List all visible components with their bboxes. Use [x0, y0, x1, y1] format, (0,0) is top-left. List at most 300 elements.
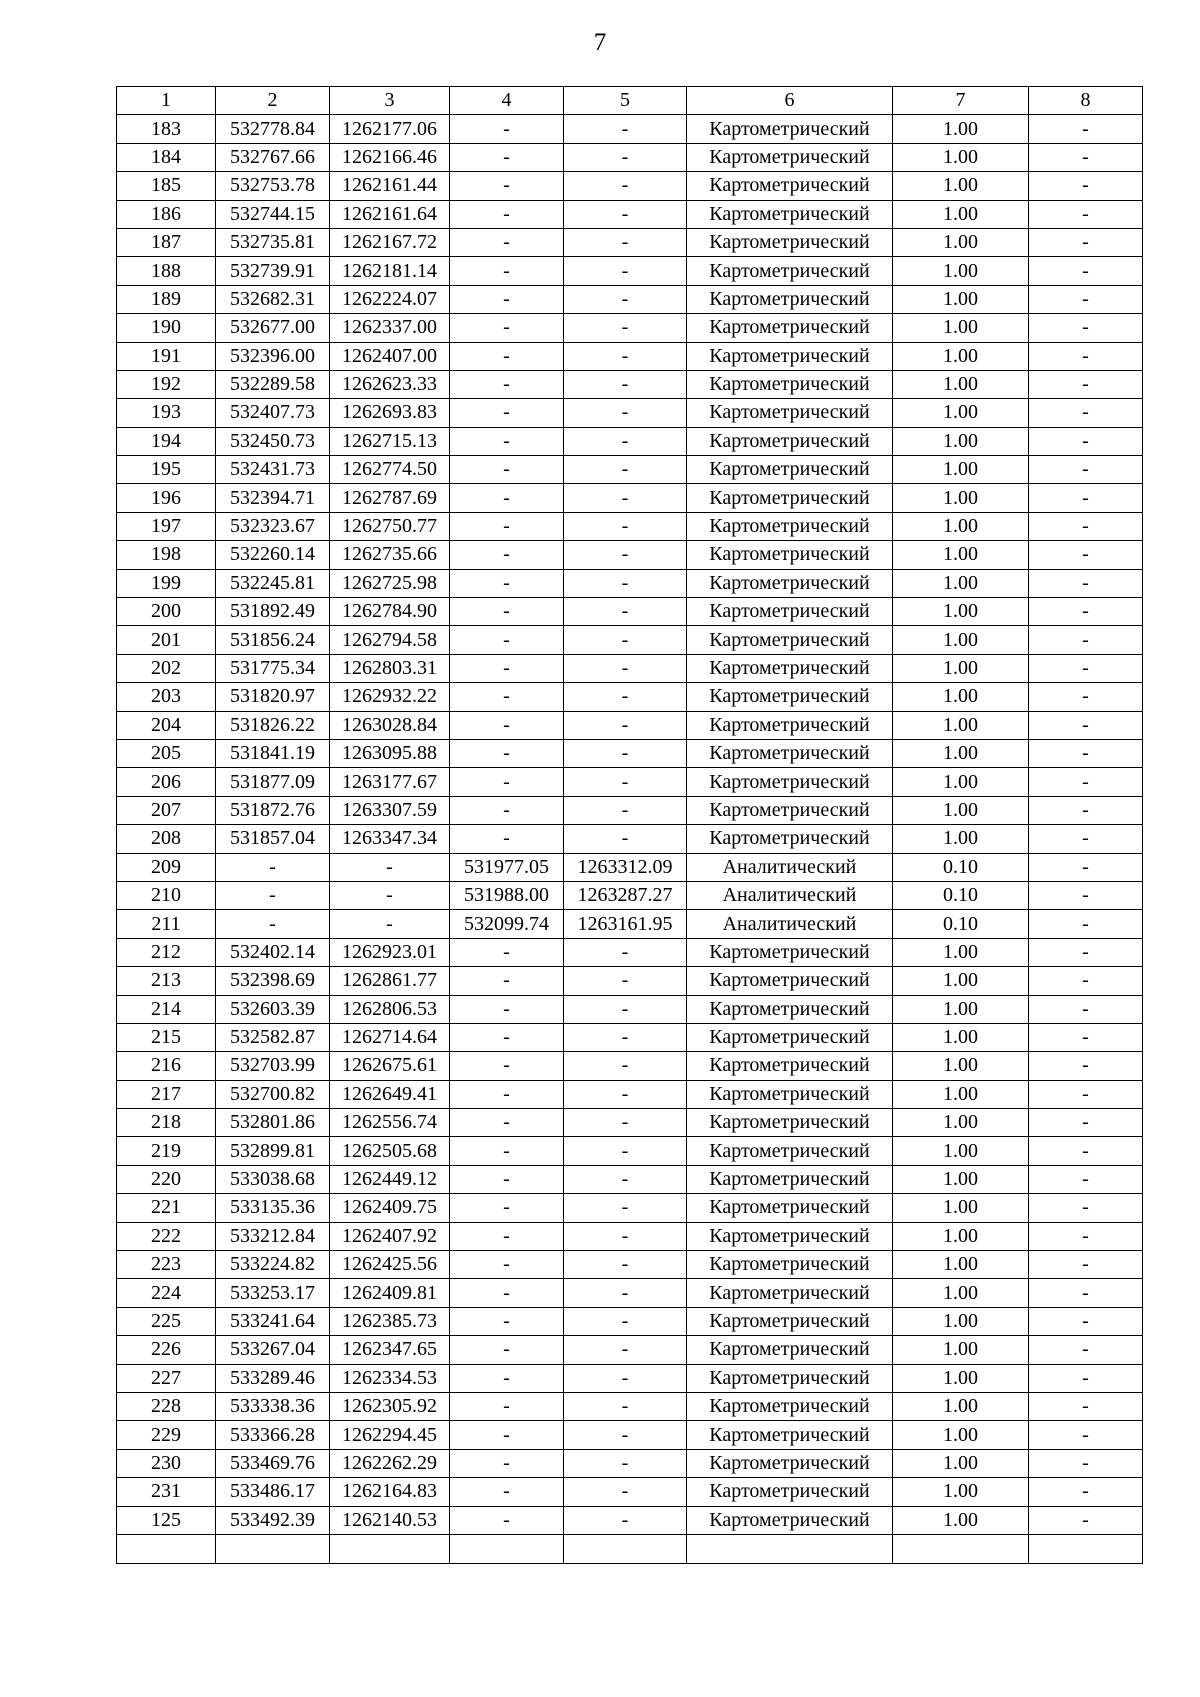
table-cell: 229: [117, 1421, 216, 1449]
table-cell: -: [1029, 825, 1143, 853]
table-cell: -: [1029, 598, 1143, 626]
table-cell: Картометрический: [687, 1052, 893, 1080]
table-row: [117, 995, 1143, 1023]
table-cell: -: [1029, 768, 1143, 796]
table-row: [117, 1023, 1143, 1051]
column-header: 2: [216, 87, 330, 115]
table-cell: 0.10: [893, 853, 1029, 881]
table-cell: -: [1029, 1251, 1143, 1279]
table-cell: 1.00: [893, 739, 1029, 767]
table-cell: 221: [117, 1194, 216, 1222]
table-cell: Картометрический: [687, 1137, 893, 1165]
table-cell: 532603.39: [216, 995, 330, 1023]
table-cell: 207: [117, 796, 216, 824]
table-cell: 1.00: [893, 1194, 1029, 1222]
table-row: [117, 1080, 1143, 1108]
table-cell: -: [564, 1194, 687, 1222]
table-cell: 533224.82: [216, 1251, 330, 1279]
table-cell: 1.00: [893, 626, 1029, 654]
table-cell: 184: [117, 143, 216, 171]
table-cell: 1262334.53: [330, 1364, 450, 1392]
table-cell: 1262407.92: [330, 1222, 450, 1250]
table-cell: 532735.81: [216, 228, 330, 256]
table-cell: 531775.34: [216, 654, 330, 682]
table-cell: -: [1029, 484, 1143, 512]
table-cell: -: [450, 1080, 564, 1108]
column-header: 3: [330, 87, 450, 115]
table-cell: 1.00: [893, 1279, 1029, 1307]
table-cell: 1262262.29: [330, 1449, 450, 1477]
page-number: 7: [593, 29, 607, 56]
table-row: [117, 1336, 1143, 1364]
table-cell: Картометрический: [687, 796, 893, 824]
table-row: [117, 484, 1143, 512]
table-cell: 1263095.88: [330, 739, 450, 767]
table-cell: -: [450, 1364, 564, 1392]
table-cell: 1262649.41: [330, 1080, 450, 1108]
table-cell: 532402.14: [216, 938, 330, 966]
table-cell: 1262409.81: [330, 1279, 450, 1307]
table-cell: -: [1029, 427, 1143, 455]
table-cell: -: [1029, 1222, 1143, 1250]
table-cell: 532744.15: [216, 200, 330, 228]
table-cell: -: [564, 1137, 687, 1165]
table-cell: -: [1029, 1421, 1143, 1449]
table-cell: 532260.14: [216, 541, 330, 569]
table-cell: 1262715.13: [330, 427, 450, 455]
table-cell: 197: [117, 512, 216, 540]
table-cell: 203: [117, 683, 216, 711]
table-cell: -: [450, 967, 564, 995]
table-cell: Картометрический: [687, 1251, 893, 1279]
table-cell: 531872.76: [216, 796, 330, 824]
table-cell: Картометрический: [687, 1421, 893, 1449]
table-cell: 125: [117, 1506, 216, 1534]
table-cell: -: [1029, 938, 1143, 966]
table-cell: 1262164.83: [330, 1478, 450, 1506]
table-cell: 0.10: [893, 910, 1029, 938]
table-cell: 1262623.33: [330, 370, 450, 398]
table-cell: -: [1029, 1279, 1143, 1307]
empty-table-row: [117, 1534, 1143, 1563]
table-cell: 1262932.22: [330, 683, 450, 711]
table-cell: -: [450, 739, 564, 767]
table-row: [117, 853, 1143, 881]
table-cell: -: [450, 768, 564, 796]
table-row: [117, 825, 1143, 853]
table-cell: Картометрический: [687, 314, 893, 342]
table-cell: -: [1029, 314, 1143, 342]
table-cell: -: [330, 853, 450, 881]
table-row: [117, 1052, 1143, 1080]
table-cell: 212: [117, 938, 216, 966]
table-cell: 1.00: [893, 768, 1029, 796]
table-cell: -: [564, 115, 687, 143]
table-cell: 227: [117, 1364, 216, 1392]
table-cell: 185: [117, 172, 216, 200]
table-cell: 1262167.72: [330, 228, 450, 256]
table-cell: -: [450, 1336, 564, 1364]
table-cell: 533241.64: [216, 1307, 330, 1335]
table-row: [117, 569, 1143, 597]
table-cell: 1262177.06: [330, 115, 450, 143]
table-cell: -: [450, 1222, 564, 1250]
table-cell: -: [564, 569, 687, 597]
table-cell: 1262803.31: [330, 654, 450, 682]
table-cell: -: [450, 796, 564, 824]
table-cell: -: [450, 569, 564, 597]
table-cell: -: [1029, 796, 1143, 824]
table-cell: 531877.09: [216, 768, 330, 796]
table-cell: 1262750.77: [330, 512, 450, 540]
table-cell: Картометрический: [687, 342, 893, 370]
column-header: 4: [450, 87, 564, 115]
table-cell: 208: [117, 825, 216, 853]
table-cell: -: [564, 1222, 687, 1250]
empty-cell: [1029, 1534, 1143, 1563]
table-cell: 1262224.07: [330, 285, 450, 313]
table-cell: -: [564, 995, 687, 1023]
table-cell: Картометрический: [687, 1165, 893, 1193]
table-row: [117, 1279, 1143, 1307]
table-row: [117, 1222, 1143, 1250]
table-cell: 532396.00: [216, 342, 330, 370]
table-cell: -: [450, 1478, 564, 1506]
table-cell: -: [564, 1506, 687, 1534]
table-row: [117, 512, 1143, 540]
table-row: [117, 172, 1143, 200]
table-cell: -: [1029, 370, 1143, 398]
table-cell: -: [564, 967, 687, 995]
table-cell: -: [1029, 115, 1143, 143]
table-cell: 1.00: [893, 427, 1029, 455]
table-cell: -: [450, 1279, 564, 1307]
table-cell: 199: [117, 569, 216, 597]
table-cell: -: [564, 1023, 687, 1051]
table-cell: 1.00: [893, 1137, 1029, 1165]
table-cell: 532700.82: [216, 1080, 330, 1108]
table-cell: 1262140.53: [330, 1506, 450, 1534]
table-cell: 1.00: [893, 143, 1029, 171]
table-cell: Картометрический: [687, 1336, 893, 1364]
table-cell: -: [564, 1364, 687, 1392]
table-cell: 1.00: [893, 1165, 1029, 1193]
table-cell: 531977.05: [450, 853, 564, 881]
table-cell: -: [1029, 967, 1143, 995]
table-row: [117, 541, 1143, 569]
table-cell: 1262556.74: [330, 1109, 450, 1137]
table-row: [117, 1506, 1143, 1534]
table-cell: 1.00: [893, 228, 1029, 256]
table-cell: 1.00: [893, 1364, 1029, 1392]
table-cell: -: [450, 683, 564, 711]
table-cell: 533486.17: [216, 1478, 330, 1506]
table-row: [117, 967, 1143, 995]
table-cell: 193: [117, 399, 216, 427]
table-cell: Картометрический: [687, 484, 893, 512]
table-cell: 1262407.00: [330, 342, 450, 370]
table-cell: -: [1029, 1307, 1143, 1335]
table-cell: 532099.74: [450, 910, 564, 938]
table-cell: 531841.19: [216, 739, 330, 767]
table-cell: Картометрический: [687, 285, 893, 313]
coordinates-table: [116, 86, 1143, 1564]
table-row: [117, 228, 1143, 256]
table-cell: 1262735.66: [330, 541, 450, 569]
table-cell: -: [1029, 1165, 1143, 1193]
table-cell: 1263177.67: [330, 768, 450, 796]
table-row: [117, 143, 1143, 171]
table-cell: 214: [117, 995, 216, 1023]
table-cell: 1262725.98: [330, 569, 450, 597]
table-cell: -: [1029, 1080, 1143, 1108]
table-cell: 1.00: [893, 342, 1029, 370]
table-cell: -: [564, 739, 687, 767]
table-cell: 198: [117, 541, 216, 569]
table-cell: 1262787.69: [330, 484, 450, 512]
table-cell: -: [564, 768, 687, 796]
table-cell: -: [564, 1109, 687, 1137]
table-cell: -: [1029, 456, 1143, 484]
table-body: [117, 115, 1143, 1564]
table-cell: -: [450, 1449, 564, 1477]
table-cell: -: [564, 143, 687, 171]
table-cell: 1.00: [893, 1251, 1029, 1279]
table-cell: -: [1029, 257, 1143, 285]
table-cell: -: [450, 626, 564, 654]
table-cell: -: [1029, 1137, 1143, 1165]
table-row: [117, 881, 1143, 909]
table-cell: 1.00: [893, 399, 1029, 427]
table-cell: Картометрический: [687, 654, 893, 682]
table-cell: 532739.91: [216, 257, 330, 285]
table-cell: -: [1029, 541, 1143, 569]
table-cell: 186: [117, 200, 216, 228]
table-cell: -: [564, 711, 687, 739]
table-cell: -: [450, 598, 564, 626]
table-cell: -: [216, 910, 330, 938]
table-cell: 532682.31: [216, 285, 330, 313]
empty-cell: [117, 1534, 216, 1563]
table-cell: 204: [117, 711, 216, 739]
table-cell: 223: [117, 1251, 216, 1279]
table-cell: 532753.78: [216, 172, 330, 200]
table-cell: 187: [117, 228, 216, 256]
table-cell: 210: [117, 881, 216, 909]
table-cell: 1.00: [893, 172, 1029, 200]
table-row: [117, 654, 1143, 682]
table-cell: 1.00: [893, 1023, 1029, 1051]
table-cell: 531892.49: [216, 598, 330, 626]
table-cell: -: [564, 228, 687, 256]
table-cell: 1.00: [893, 711, 1029, 739]
table-cell: -: [450, 342, 564, 370]
table-cell: Аналитический: [687, 853, 893, 881]
table-cell: 222: [117, 1222, 216, 1250]
table-cell: 1.00: [893, 257, 1029, 285]
table-row: [117, 910, 1143, 938]
table-row: [117, 1137, 1143, 1165]
table-cell: 231: [117, 1478, 216, 1506]
table-cell: -: [564, 626, 687, 654]
table-row: [117, 1421, 1143, 1449]
table-cell: Аналитический: [687, 910, 893, 938]
table-cell: Картометрический: [687, 938, 893, 966]
table-cell: -: [450, 399, 564, 427]
table-cell: -: [1029, 512, 1143, 540]
empty-cell: [216, 1534, 330, 1563]
table-cell: 1.00: [893, 1052, 1029, 1080]
table-cell: 205: [117, 739, 216, 767]
table-row: [117, 626, 1143, 654]
table-row: [117, 427, 1143, 455]
table-cell: -: [564, 1392, 687, 1420]
table-cell: 532801.86: [216, 1109, 330, 1137]
table-cell: Картометрический: [687, 768, 893, 796]
table-cell: Картометрический: [687, 683, 893, 711]
table-cell: -: [1029, 228, 1143, 256]
table-cell: -: [450, 370, 564, 398]
table-cell: -: [564, 938, 687, 966]
table-cell: -: [450, 115, 564, 143]
table-cell: -: [1029, 1336, 1143, 1364]
table-cell: -: [1029, 1194, 1143, 1222]
table-cell: -: [450, 995, 564, 1023]
table-cell: 1.00: [893, 938, 1029, 966]
table-cell: Картометрический: [687, 427, 893, 455]
table-cell: -: [450, 512, 564, 540]
table-cell: -: [450, 1307, 564, 1335]
table-cell: -: [564, 1165, 687, 1193]
table-cell: Картометрический: [687, 370, 893, 398]
table-cell: 532245.81: [216, 569, 330, 597]
table-cell: -: [1029, 1109, 1143, 1137]
table-cell: 1262794.58: [330, 626, 450, 654]
table-cell: 1262305.92: [330, 1392, 450, 1420]
table-cell: -: [450, 427, 564, 455]
table-row: [117, 370, 1143, 398]
table-cell: 202: [117, 654, 216, 682]
table-cell: -: [1029, 910, 1143, 938]
table-cell: -: [216, 881, 330, 909]
table-row: [117, 115, 1143, 143]
table-cell: 533135.36: [216, 1194, 330, 1222]
table-cell: Картометрический: [687, 1478, 893, 1506]
table-cell: -: [1029, 683, 1143, 711]
table-cell: 532398.69: [216, 967, 330, 995]
table-cell: -: [1029, 1478, 1143, 1506]
table-cell: Картометрический: [687, 967, 893, 995]
table-cell: -: [564, 541, 687, 569]
table-cell: 216: [117, 1052, 216, 1080]
table-row: [117, 456, 1143, 484]
table-cell: -: [564, 1052, 687, 1080]
table-cell: -: [1029, 1392, 1143, 1420]
table-cell: -: [564, 512, 687, 540]
table-cell: 1.00: [893, 456, 1029, 484]
table-cell: 213: [117, 967, 216, 995]
table-cell: 225: [117, 1307, 216, 1335]
table-cell: 1262693.83: [330, 399, 450, 427]
table-cell: -: [564, 1279, 687, 1307]
table-cell: 1262181.14: [330, 257, 450, 285]
table-cell: -: [1029, 569, 1143, 597]
column-header: 8: [1029, 87, 1143, 115]
table-row: [117, 938, 1143, 966]
table-cell: 1262449.12: [330, 1165, 450, 1193]
table-cell: Картометрический: [687, 228, 893, 256]
table-cell: 532767.66: [216, 143, 330, 171]
table-cell: -: [1029, 995, 1143, 1023]
table-cell: Картометрический: [687, 598, 893, 626]
table-cell: -: [564, 172, 687, 200]
table-cell: -: [450, 1052, 564, 1080]
table-cell: 228: [117, 1392, 216, 1420]
table-cell: -: [450, 1392, 564, 1420]
table-cell: 201: [117, 626, 216, 654]
table-cell: -: [216, 853, 330, 881]
table-cell: 183: [117, 115, 216, 143]
table-cell: 1262347.65: [330, 1336, 450, 1364]
table-cell: 224: [117, 1279, 216, 1307]
table-cell: 1.00: [893, 654, 1029, 682]
table-cell: 1.00: [893, 200, 1029, 228]
table-cell: 1.00: [893, 484, 1029, 512]
table-cell: 533338.36: [216, 1392, 330, 1420]
column-header: 5: [564, 87, 687, 115]
table-cell: 1262161.44: [330, 172, 450, 200]
table-cell: -: [450, 143, 564, 171]
table-cell: -: [1029, 200, 1143, 228]
column-header: 1: [117, 87, 216, 115]
table-cell: -: [1029, 654, 1143, 682]
table-cell: 1.00: [893, 1421, 1029, 1449]
table-cell: Картометрический: [687, 456, 893, 484]
table-cell: Картометрический: [687, 1109, 893, 1137]
table-cell: -: [450, 1194, 564, 1222]
table-cell: 220: [117, 1165, 216, 1193]
table-cell: 189: [117, 285, 216, 313]
table-cell: 1.00: [893, 370, 1029, 398]
table-cell: -: [1029, 143, 1143, 171]
table-cell: -: [1029, 1506, 1143, 1534]
table-cell: -: [564, 370, 687, 398]
table-cell: 200: [117, 598, 216, 626]
table-cell: 0.10: [893, 881, 1029, 909]
table-cell: 1262774.50: [330, 456, 450, 484]
table-cell: Картометрический: [687, 172, 893, 200]
table-cell: 1.00: [893, 1307, 1029, 1335]
table-cell: -: [1029, 853, 1143, 881]
table-cell: Картометрический: [687, 1392, 893, 1420]
table-cell: -: [1029, 342, 1143, 370]
table-cell: 533253.17: [216, 1279, 330, 1307]
table-cell: 532778.84: [216, 115, 330, 143]
table-cell: -: [450, 285, 564, 313]
table-row: [117, 739, 1143, 767]
table-cell: -: [450, 711, 564, 739]
table-cell: -: [564, 1307, 687, 1335]
table-row: [117, 1478, 1143, 1506]
table-cell: Картометрический: [687, 995, 893, 1023]
table-cell: 532450.73: [216, 427, 330, 455]
table-cell: 1262861.77: [330, 967, 450, 995]
table-row: [117, 598, 1143, 626]
table-row: [117, 314, 1143, 342]
table-cell: -: [564, 1336, 687, 1364]
empty-cell: [450, 1534, 564, 1563]
table-row: [117, 200, 1143, 228]
